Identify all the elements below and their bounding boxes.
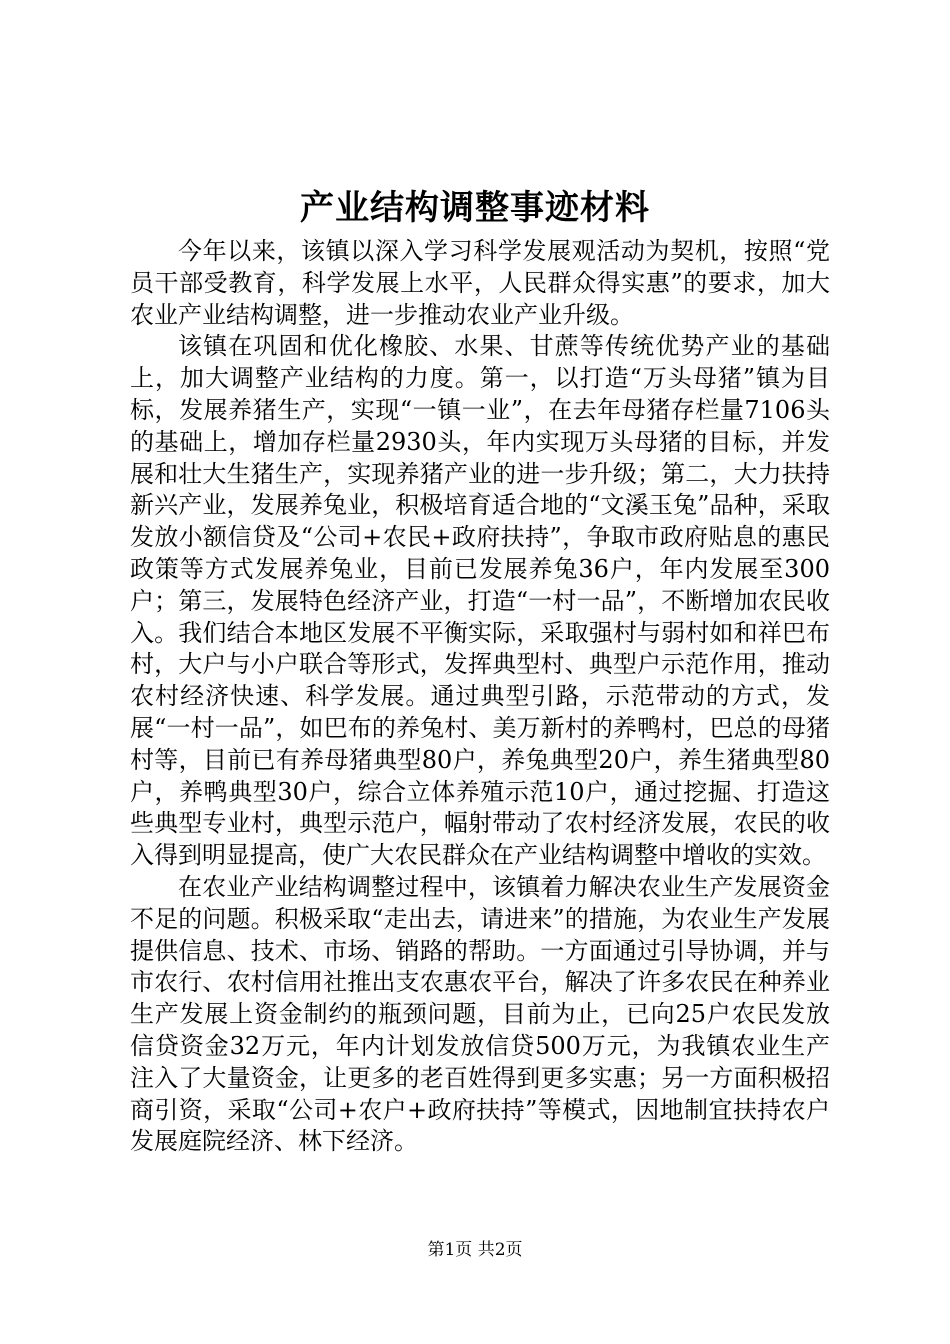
paragraph-intro: 今年以来，该镇以深入学习科学发展观活动为契机，按照“党员干部受教育，科学发展上水平，人民群众得实惠”的要求，加大农业产业结构调整，进一步推动农业产业升级。 <box>130 237 830 329</box>
paragraph-funding: 在农业产业结构调整过程中，该镇着力解决农业生产发展资金不足的问题。积极采取“走出去，请进来”的措施，为农业生产发展提供信息、技术、市场、销路的帮助。一方面通过引导协调，并与市农行、农村信用社推出支农惠农平台，解决了许多农民在种养业生产发展上资金制约的瓶颈问题，目前为止，已向25户农民发放信贷资金32万元，年内计划发放信贷500万元，为我镇农业生产注入了大量资金，让更多的老百姓得到更多实惠；另一方面积极招商引资，采取“公司+农户+政府扶持”等模式，因地制宜扶持农户发展庭院经济、林下经济。 <box>130 872 830 1156</box>
document-title: 产业结构调整事迹材料 <box>300 188 650 228</box>
page-footer: 第1页 共2页 <box>427 1240 523 1260</box>
paragraph-structure-adjustment: 该镇在巩固和优化橡胶、水果、甘蔗等传统优势产业的基础上，加大调整产业结构的力度。第一，以打造“万头母猪”镇为目标，发展养猪生产，实现“一镇一业”，在去年母猪存栏量7106头的基础上，增加存栏量2930头，年内实现万头母猪的目标，并发展和壮大生猪生产，实现养猪产业的进一步升级；第二，大力扶持新兴产业，发展养兔业，积极培育适合地的“文溪玉兔”品种，采取发放小额信贷及“公司+农民+政府扶持”，争取市政府贴息的惠民政策等方式发展养兔业，目前已发展养兔36户，年内发展至300户；第三，发展特色经济产业，打造“一村一品”，不断增加农民收入。我们结合本地区发展不平衡实际，采取强村与弱村如和祥巴布村，大户与小户联合等形式，发挥典型村、典型户示范作用，推动农村经济快速、科学发展。通过典型引路，示范带动的方式，发展“一村一品”，如巴布的养兔村、美万新村的养鸭村，巴总的母猪村等，目前已有养母猪典型80户，养兔典型20户，养生猪典型80户，养鸭典型30户，综合立体养殖示范10户，通过挖掘、打造这些典型专业村，典型示范户，幅射带动了农村经济发展，农民的收入得到明显提高，使广大农民群众在产业结构调整中增收的实效。 <box>130 332 830 870</box>
document-body <box>130 236 830 1158</box>
